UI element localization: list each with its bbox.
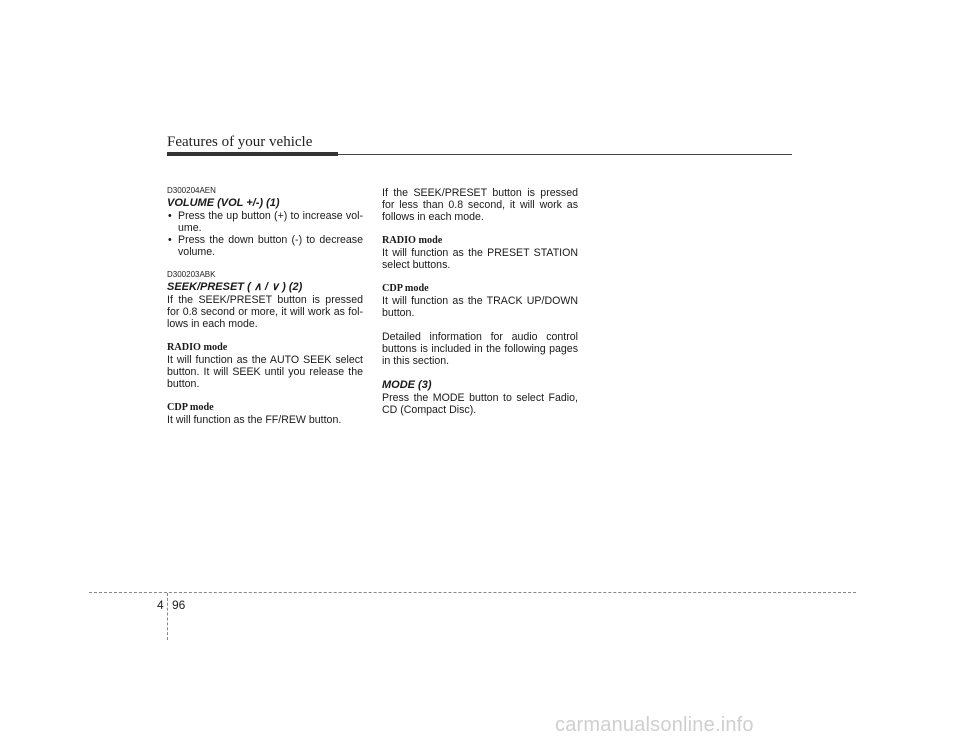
section-number: 4 [157, 598, 164, 612]
cdp-mode-text: It will function as the FF/REW button. [167, 414, 342, 426]
cdp-mode-text: It will function as the TRACK UP/DOWN button. [382, 295, 578, 319]
header-bar [167, 152, 338, 156]
radio-mode-label: RADIO mode [382, 235, 443, 246]
section-code: D300203ABK [167, 270, 216, 279]
cdp-mode-label: CDP mode [382, 283, 429, 294]
radio-mode-label: RADIO mode [167, 342, 228, 353]
volume-heading: VOLUME (VOL +/-) (1) [167, 197, 280, 209]
list-item: • Press the up button (+) to increase vol-ume. [167, 210, 363, 234]
page-number: 96 [172, 598, 186, 612]
list-item: • Press the down button (-) to decrease volume. [167, 234, 363, 258]
watermark: carmanualsonline.info [555, 714, 754, 736]
cdp-mode-label: CDP mode [167, 402, 214, 413]
seek-preset-heading: SEEK/PRESET ( ∧ / ∨ ) (2) [167, 281, 303, 293]
footer-dashed-rule [89, 592, 856, 593]
seek-paragraph: If the SEEK/PRESET button is pressed for 0.8 second or more, it will work as fol-lows in each mode. [167, 294, 363, 330]
mode-text: Press the MODE button to select Fadio, CD (Compact Disc). [382, 392, 578, 416]
footer-dashed-divider [167, 593, 168, 640]
radio-mode-text: It will function as the PRESET STATION select buttons. [382, 247, 578, 271]
left-column [167, 186, 363, 438]
mode-heading: MODE (3) [382, 379, 432, 391]
header-rule [338, 154, 792, 155]
volume-bullet-list [167, 210, 363, 258]
seek-short-paragraph: If the SEEK/PRESET button is pressed for less than 0.8 second, it will work as follows in each mode. [382, 187, 578, 223]
page-header-title: Features of your vehicle [167, 134, 313, 150]
section-code: D300204AEN [167, 186, 216, 195]
right-column [382, 187, 578, 428]
radio-mode-text: It will function as the AUTO SEEK select button. It will SEEK until you release the button. [167, 354, 363, 390]
detail-paragraph: Detailed information for audio control buttons is included in the following pages in this section. [382, 331, 578, 367]
